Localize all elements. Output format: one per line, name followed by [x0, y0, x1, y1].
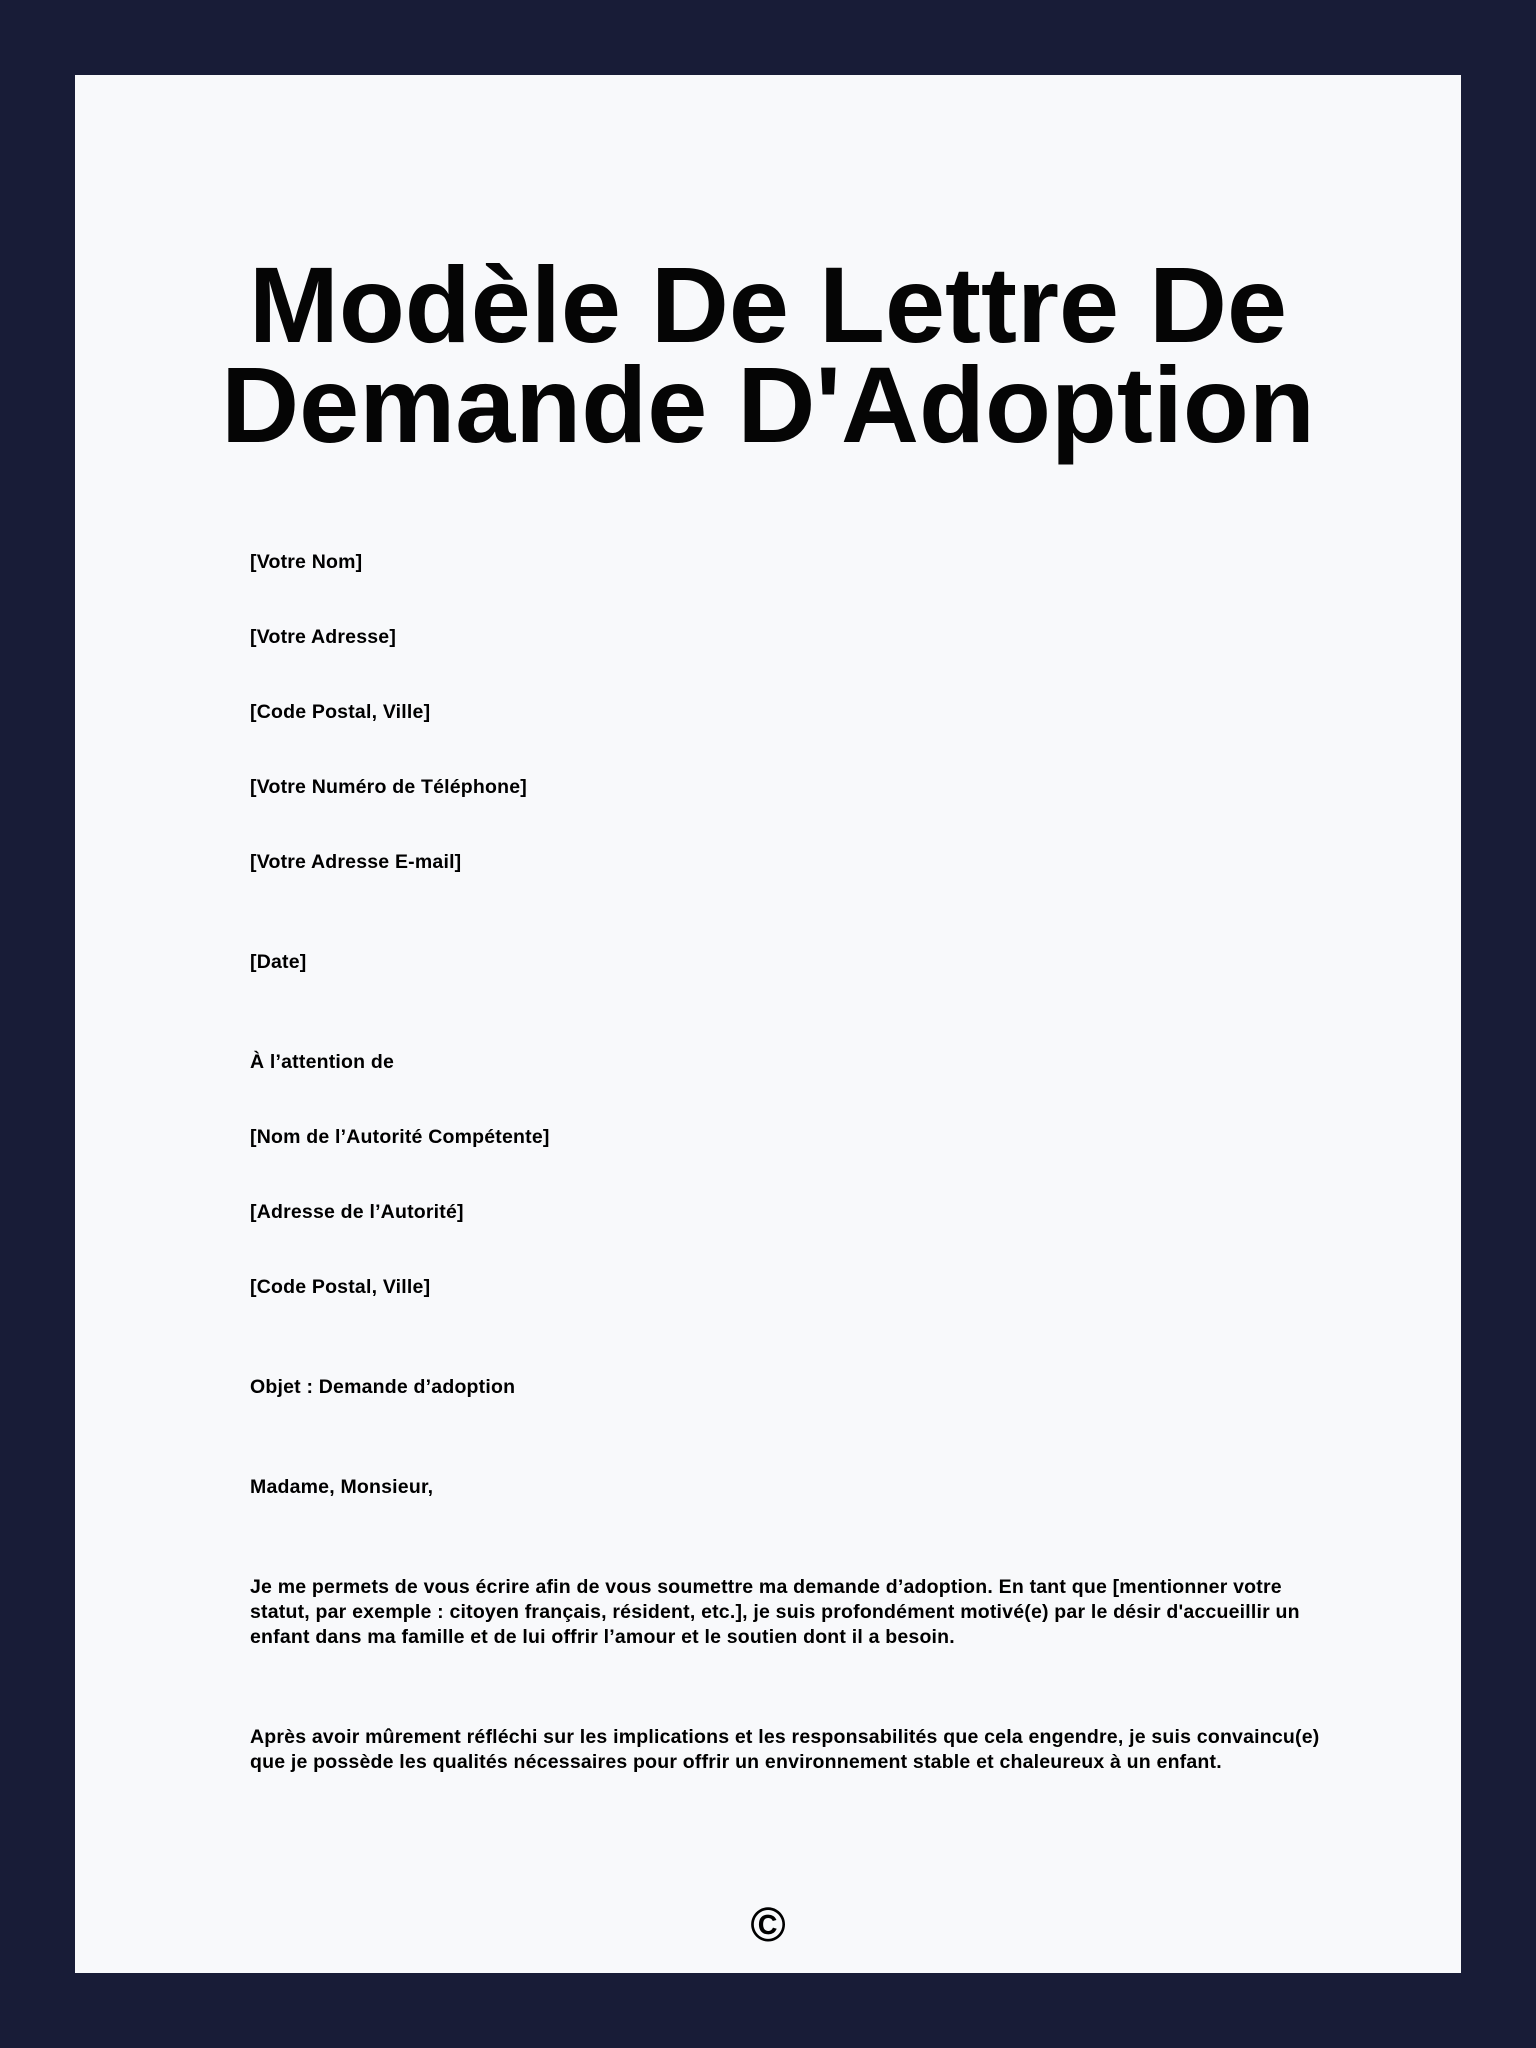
- recipient-postal-city: [Code Postal, Ville]: [250, 1276, 431, 1298]
- sender-postal-city: [Code Postal, Ville]: [250, 701, 431, 723]
- letter-page: [75, 75, 1461, 1973]
- page-title: [75, 244, 1461, 465]
- letter-salutation: Madame, Monsieur,: [250, 1476, 434, 1498]
- sender-phone: [Votre Numéro de Téléphone]: [250, 776, 527, 798]
- recipient-attention: À l’attention de: [250, 1051, 395, 1073]
- copyright-icon: ©: [750, 1899, 786, 1952]
- title-line-1: Modèle De Lettre De: [248, 244, 1288, 365]
- body-paragraph-2: Après avoir mûrement réfléchi sur les implications et les responsabilités que cela engendre, je suis convaincu(e) que je possède les qualités nécessaires pour offrir un environnement stable et chaleureux à un enfant.: [250, 1726, 1320, 1773]
- recipient-authority-address: [Adresse de l’Autorité]: [250, 1201, 464, 1223]
- sender-address: [Votre Adresse]: [250, 626, 397, 648]
- recipient-authority-name: [Nom de l’Autorité Compétente]: [250, 1126, 550, 1148]
- title-line-2: Demande D'Adoption: [221, 344, 1315, 465]
- letter-body: [250, 550, 1340, 1775]
- sender-name: [Votre Nom]: [250, 551, 363, 573]
- sender-email: [Votre Adresse E-mail]: [250, 851, 462, 873]
- letter-subject: Objet : Demande d’adoption: [250, 1376, 516, 1398]
- body-paragraph-1: Je me permets de vous écrire afin de vous soumettre ma demande d’adoption. En tant que [mentionner votre statut, par exemple : citoyen français, résident, etc.], je suis profondément motivé(e) par le désir d'accueillir un enfant dans ma famille et de lui offrir l’amour et le soutien dont il a besoin.: [250, 1576, 1300, 1648]
- letter-date: [Date]: [250, 951, 307, 973]
